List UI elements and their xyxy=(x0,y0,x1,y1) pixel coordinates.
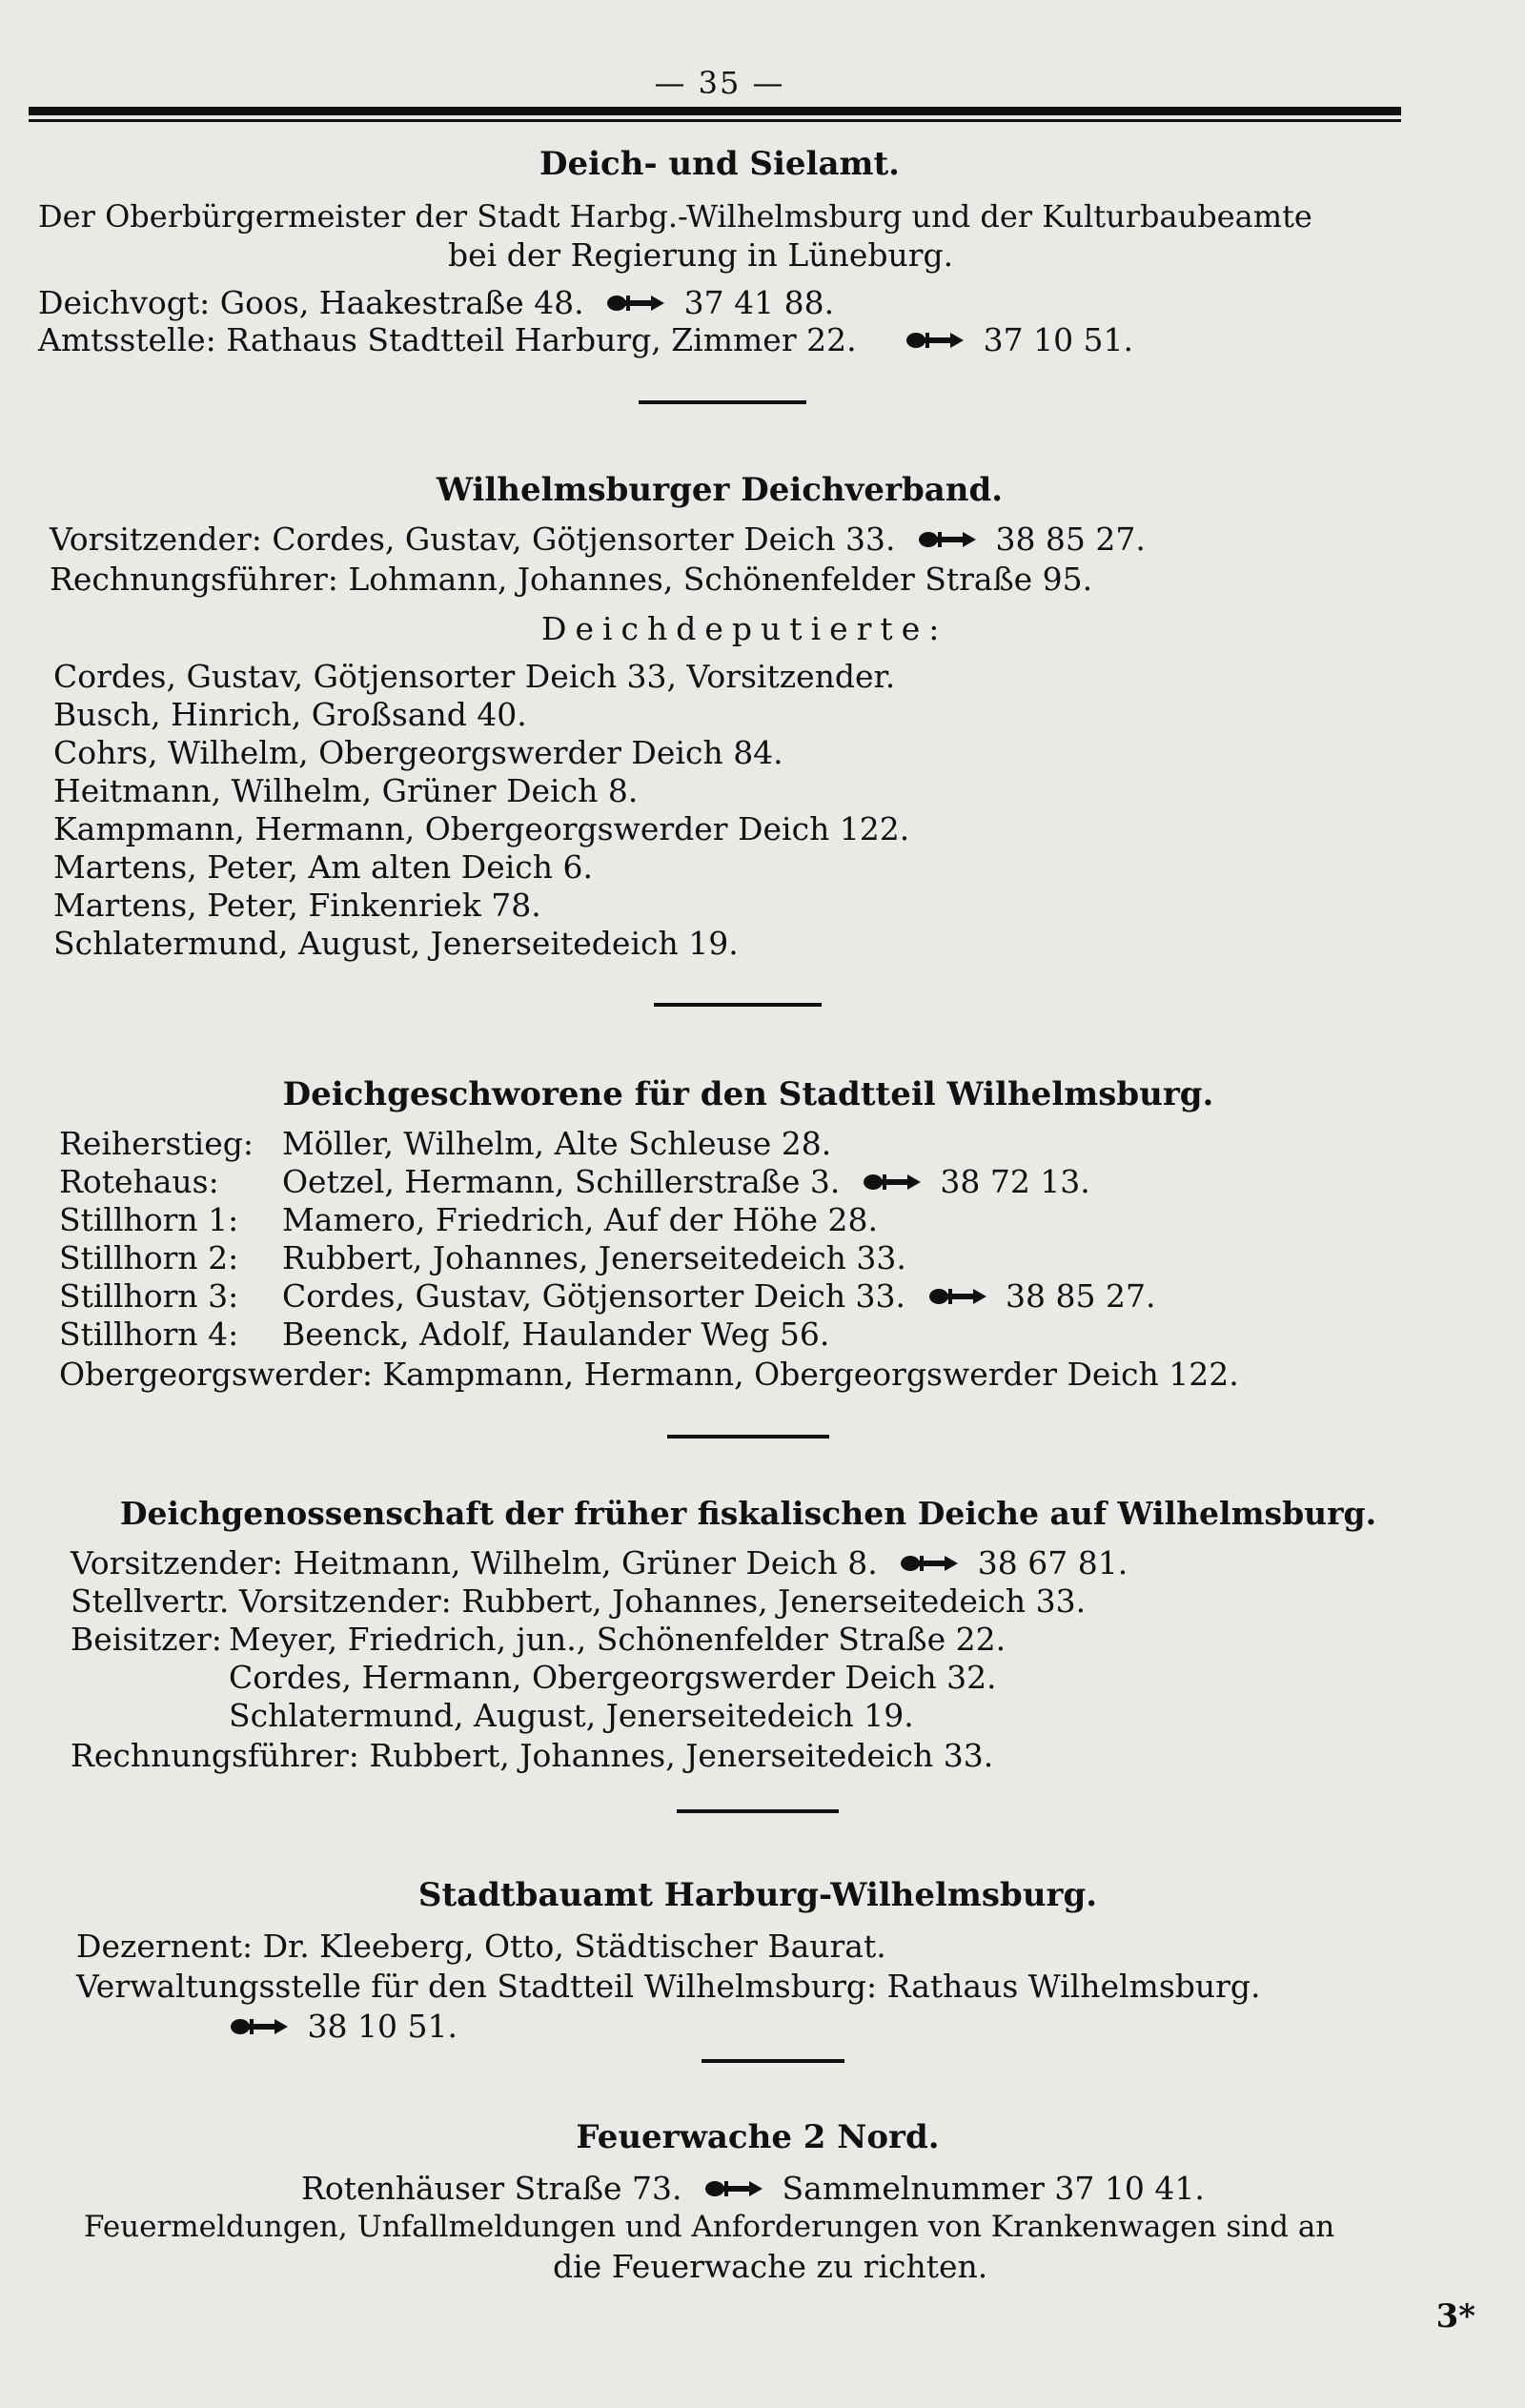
beisitzer-item: Cordes, Hermann, Obergeorgswerder Deich 32. xyxy=(229,1659,997,1696)
deichverband-rechnungsfuehrer: Rechnungsführer: Lohmann, Johannes, Schönenfelder Straße 95. xyxy=(50,561,1093,598)
stadtbauamt-verwaltung: Verwaltungsstelle für den Stadtteil Wilhelmsburg: Rathaus Wilhelmsburg. xyxy=(76,1968,1261,2005)
deputierte-item: Schlatermund, August, Jenerseitedeich 19. xyxy=(53,925,739,962)
genossenschaft-vorsitzender-phone: 38 67 81. xyxy=(977,1544,1128,1582)
beisitzer-label: Beisitzer: xyxy=(71,1621,222,1658)
geschworene-person: Mamero, Friedrich, Auf der Höhe 28. xyxy=(282,1201,878,1238)
stadtbauamt-phone-line xyxy=(229,2008,458,2045)
geschworene-person: Oetzel, Hermann, Schillerstraße 3. xyxy=(282,1163,841,1200)
section-divider xyxy=(654,1003,822,1007)
deputierte-item: Martens, Peter, Finkenriek 78. xyxy=(53,887,541,924)
geschworene-place: Stillhorn 4: xyxy=(59,1316,239,1353)
geschworene-phone: 38 72 13. xyxy=(940,1163,1090,1200)
telephone-icon xyxy=(917,529,976,550)
feuerwache-address: Rotenhäuser Straße 73. xyxy=(301,2170,682,2207)
deichverband-vorsitzender-line xyxy=(50,520,1146,558)
geschworene-person: Cordes, Gustav, Götjensorter Deich 33. xyxy=(282,1277,906,1315)
telephone-icon xyxy=(229,2016,288,2037)
telephone-icon xyxy=(862,1172,921,1193)
deputierte-item: Kampmann, Hermann, Obergeorgswerder Deich 122. xyxy=(53,810,910,847)
telephone-icon xyxy=(605,293,664,314)
geschworene-place: Stillhorn 1: xyxy=(59,1201,239,1238)
deichvogt-phone: 37 41 88. xyxy=(683,284,835,321)
geschworene-obergeorgswerder: Obergeorgswerder: Kampmann, Hermann, Obergeorgswerder Deich 122. xyxy=(59,1356,1239,1393)
section-title-geschworene: Deichgeschworene für den Stadtteil Wilhelmsburg. xyxy=(282,1075,1214,1113)
stadtbauamt-dezernent: Dezernent: Dr. Kleeberg, Otto, Städtischer Baurat. xyxy=(76,1928,886,1965)
deputierte-item: Heitmann, Wilhelm, Grüner Deich 8. xyxy=(53,772,639,809)
stadtbauamt-phone: 38 10 51. xyxy=(307,2008,458,2045)
page-number: — 35 — xyxy=(654,65,785,101)
geschworene-person: Beenck, Adolf, Haulander Weg 56. xyxy=(282,1316,830,1353)
geschworene-person-line xyxy=(282,1277,1156,1315)
amtsstelle-line xyxy=(38,321,1133,358)
genossenschaft-vorsitzender: Vorsitzender: Heitmann, Wilhelm, Grüner Deich 8. xyxy=(71,1544,878,1582)
geschworene-person: Möller, Wilhelm, Alte Schleuse 28. xyxy=(282,1125,832,1162)
geschworene-place: Rotehaus: xyxy=(59,1163,219,1200)
geschworene-person-line xyxy=(282,1163,1090,1200)
deichamt-line2: bei der Regierung in Lüneburg. xyxy=(448,236,954,274)
deputierte-item: Martens, Peter, Am alten Deich 6. xyxy=(53,848,593,886)
beisitzer-item: Meyer, Friedrich, jun., Schönenfelder Straße 22. xyxy=(229,1621,1006,1658)
deputierte-item: Cordes, Gustav, Götjensorter Deich 33, Vorsitzender. xyxy=(53,658,896,695)
amtsstelle-text: Amtsstelle: Rathaus Stadtteil Harburg, Zimmer 22. xyxy=(38,321,857,358)
section-title-feuerwache: Feuerwache 2 Nord. xyxy=(576,2118,940,2156)
telephone-icon xyxy=(927,1286,986,1307)
deichverband-vorsitzender-phone: 38 85 27. xyxy=(995,520,1146,558)
section-divider xyxy=(702,2059,844,2063)
deichverband-vorsitzender: Vorsitzender: Cordes, Gustav, Götjensorter Deich 33. xyxy=(50,520,896,558)
section-divider xyxy=(677,1809,839,1813)
genossenschaft-vorsitzender-line xyxy=(71,1544,1128,1582)
feuerwache-phone: Sammelnummer 37 10 41. xyxy=(782,2170,1205,2207)
beisitzer-item: Schlatermund, August, Jenerseitedeich 19. xyxy=(229,1697,914,1734)
deichvogt-text: Deichvogt: Goos, Haakestraße 48. xyxy=(38,284,584,321)
telephone-icon xyxy=(899,1553,958,1574)
geschworene-phone: 38 85 27. xyxy=(1006,1277,1156,1315)
genossenschaft-stellvertreter: Stellvertr. Vorsitzender: Rubbert, Johannes, Jenerseitedeich 33. xyxy=(71,1582,1087,1620)
section-divider xyxy=(667,1435,829,1439)
section-title-deichverband: Wilhelmsburger Deichverband. xyxy=(436,471,1004,509)
deichvogt-line xyxy=(38,284,834,321)
section-divider xyxy=(639,400,806,404)
section-title-stadtbauamt: Stadtbauamt Harburg-Wilhelmsburg. xyxy=(417,1876,1098,1914)
amtsstelle-phone: 37 10 51. xyxy=(983,321,1134,358)
section-title-deichamt: Deich- und Sielamt. xyxy=(539,145,901,183)
deputierte-item: Busch, Hinrich, Großsand 40. xyxy=(53,696,527,733)
telephone-icon xyxy=(703,2178,762,2199)
section-title-genossenschaft: Deichgenossenschaft der früher fiskalischen Deiche auf Wilhelmsburg. xyxy=(119,1495,1377,1532)
feuerwache-note2: die Feuerwache zu richten. xyxy=(553,2248,988,2285)
genossenschaft-rechnungsfuehrer: Rechnungsführer: Rubbert, Johannes, Jenerseitedeich 33. xyxy=(71,1737,994,1774)
geschworene-place: Stillhorn 3: xyxy=(59,1277,239,1315)
header-double-rule xyxy=(29,107,1401,122)
deputierte-item: Cohrs, Wilhelm, Obergeorgswerder Deich 84. xyxy=(53,734,783,771)
deichdeputierte-label: Deichdeputierte: xyxy=(541,610,948,647)
geschworene-place: Reiherstieg: xyxy=(59,1125,254,1162)
telephone-icon xyxy=(905,330,964,351)
feuerwache-note1: Feuermeldungen, Unfallmeldungen und Anforderungen von Krankenwagen sind an xyxy=(84,2210,1335,2244)
geschworene-place: Stillhorn 2: xyxy=(59,1239,239,1276)
footer-signature-mark: 3* xyxy=(1435,2297,1475,2336)
geschworene-person: Rubbert, Johannes, Jenerseitedeich 33. xyxy=(282,1239,906,1276)
deichamt-line1: Der Oberbürgermeister der Stadt Harbg.-Wilhelmsburg und der Kulturbaubeamte xyxy=(38,198,1312,235)
feuerwache-address-line xyxy=(301,2170,1205,2207)
